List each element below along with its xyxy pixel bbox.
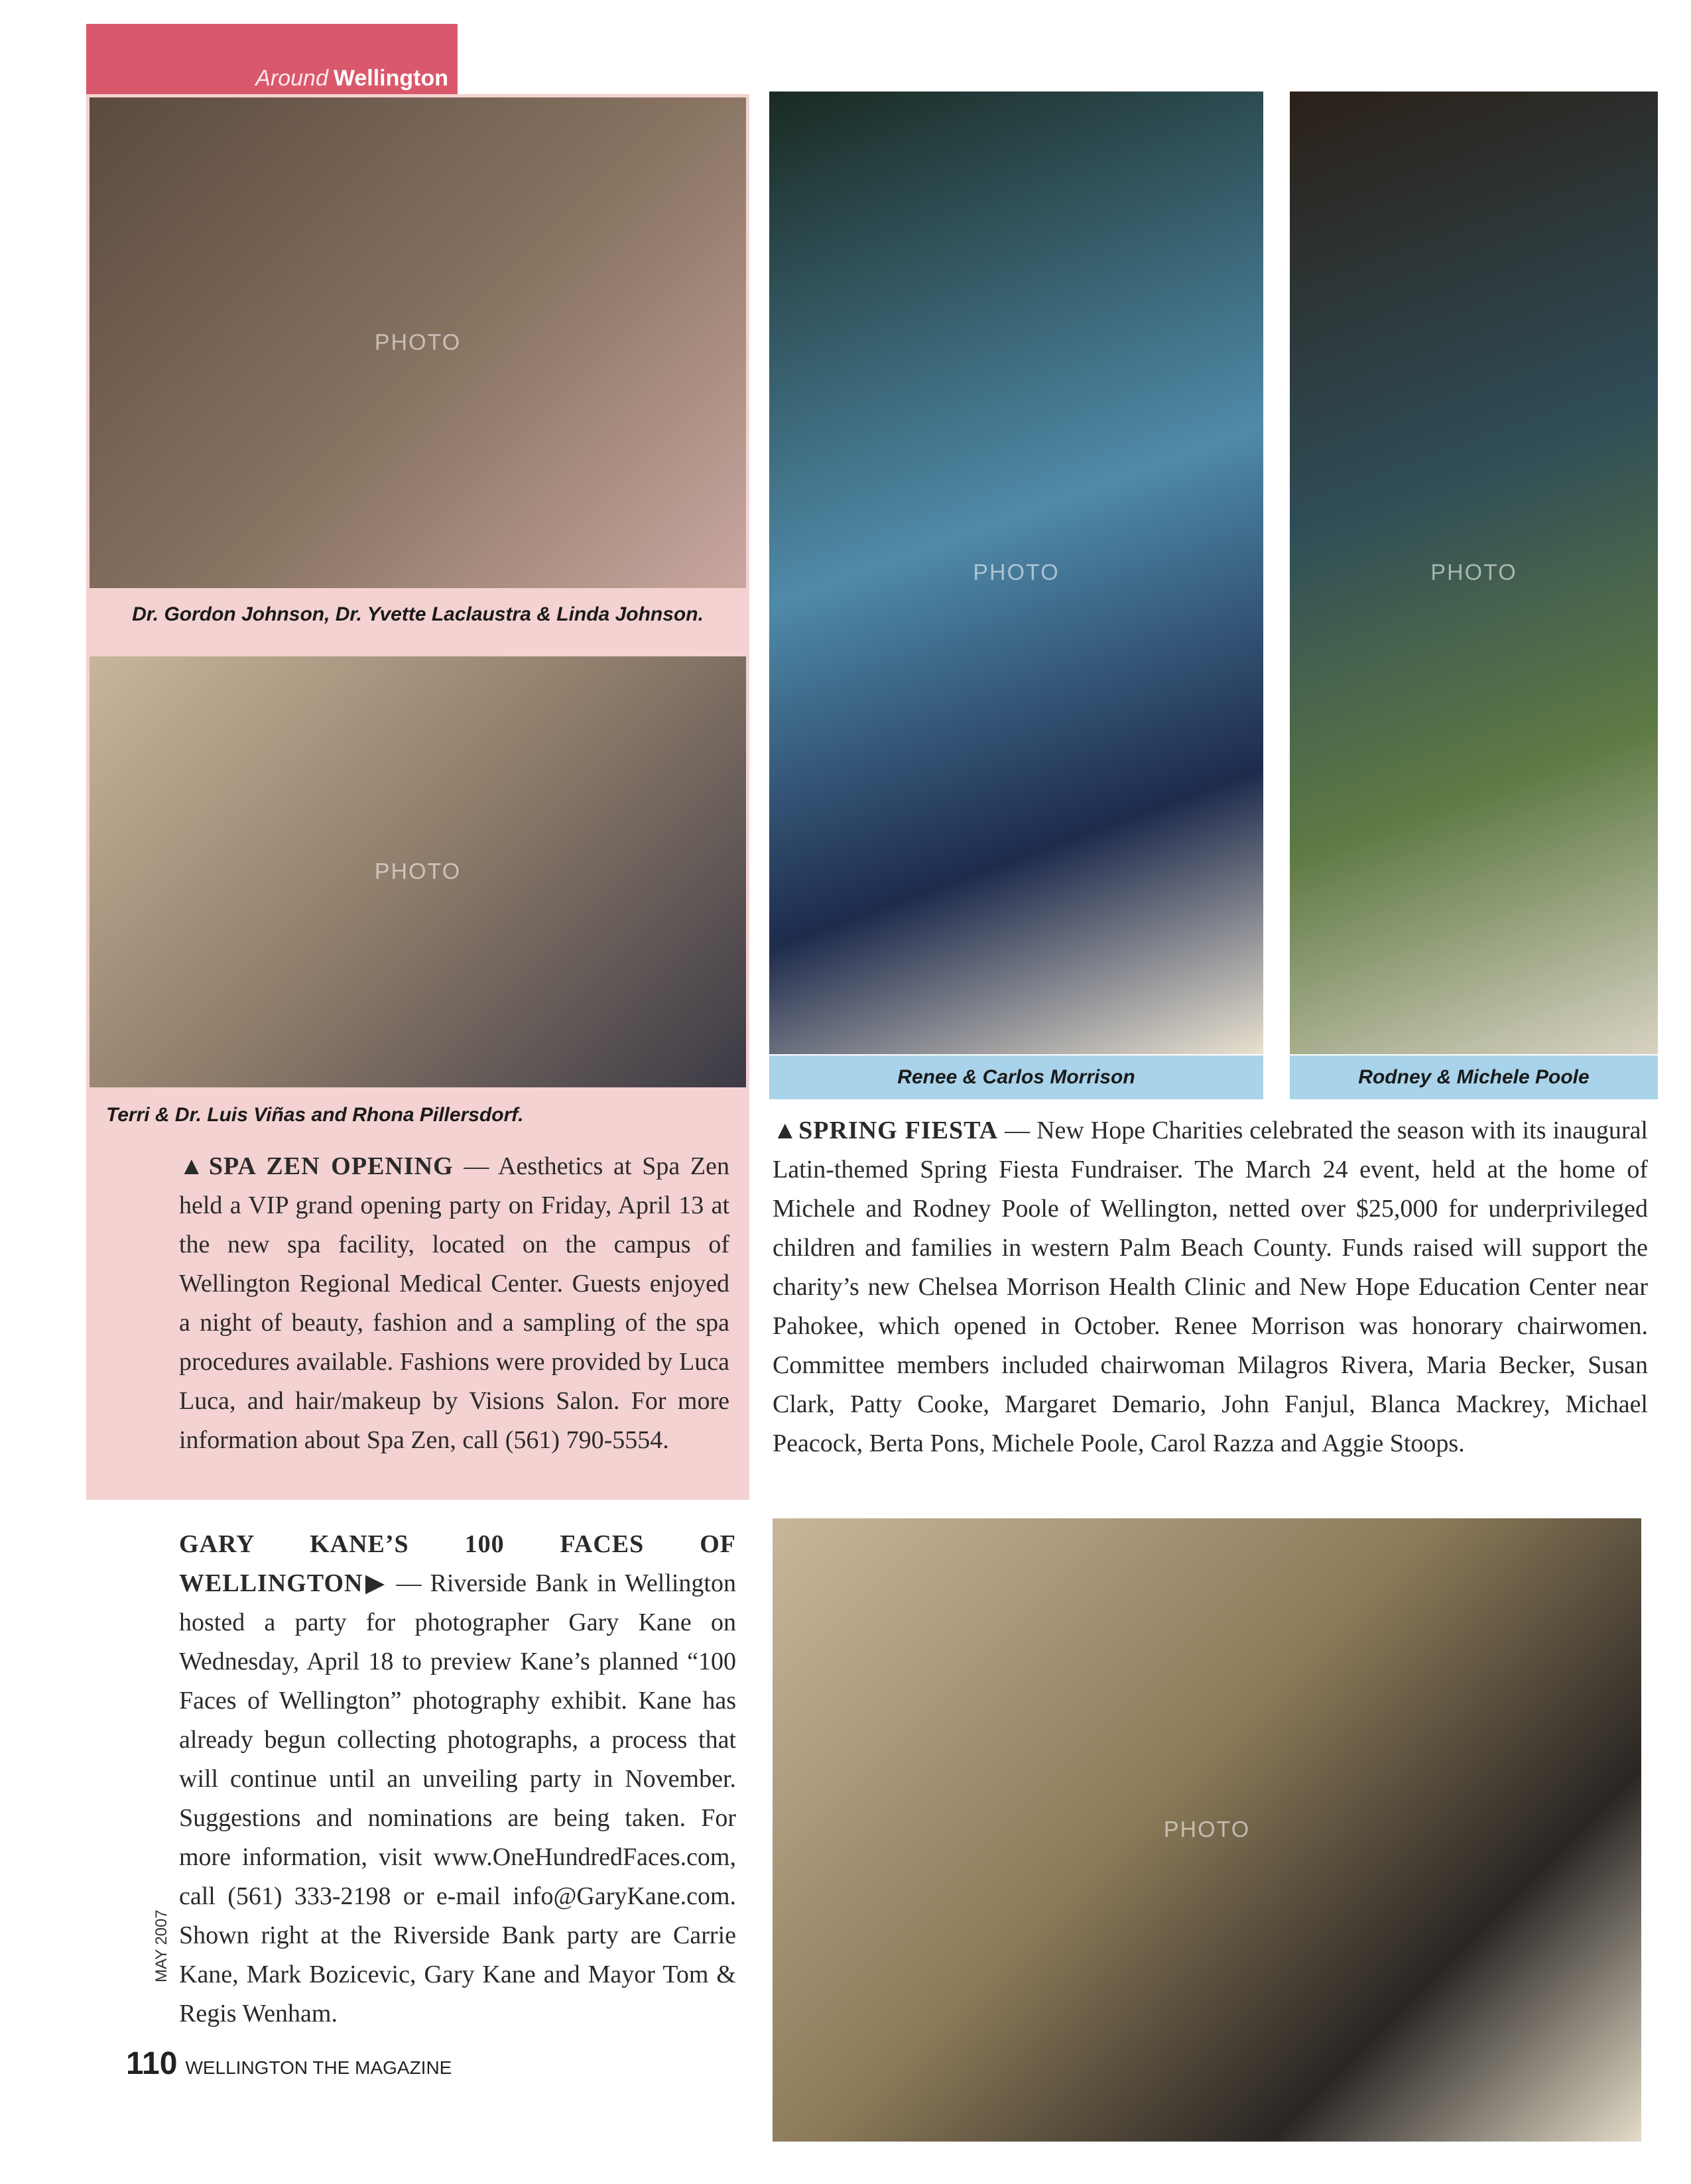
magazine-name: WELLINGTON THE MAGAZINE: [185, 2057, 452, 2078]
photo-placeholder-label: PHOTO: [1163, 1817, 1251, 1843]
article-spring-fiesta: [773, 1111, 1648, 1463]
article-gary-kane: [179, 1525, 736, 2033]
article-gary-kane-text: — Riverside Bank in Wellington hosted a party for photographer Gary Kane on Wednesday, April 18 to preview Kane’s planned “100 Faces of Wellington” photography exhibit. Kane has already begun collecting photographs, a process that will continue until an unveiling party in November. Suggestions and nominations are being taken. For more information, visit www.OneHundredFaces.com, call (561) 333-2198 or e-mail info@GaryKane.com. Shown right at the Riverside Bank party are Carrie Kane, Mark Bozicevic, Gary Kane and Mayor Tom & Regis Wenham.: [179, 1569, 736, 2028]
article-spring-fiesta-headline: ▲SPRING FIESTA: [773, 1117, 999, 1144]
caption-morrison: Renee & Carlos Morrison: [769, 1056, 1263, 1099]
photo-placeholder-label: PHOTO: [374, 330, 462, 355]
photo-morrison: [769, 91, 1263, 1054]
photo-placeholder-label: PHOTO: [1430, 560, 1517, 585]
issue-date: MAY 2007: [153, 1910, 170, 1982]
article-spa-zen-headline: ▲SPA ZEN OPENING: [179, 1152, 454, 1180]
article-spring-fiesta-text: — New Hope Charities celebrated the season with its inaugural Latin-themed Spring Fiesta Fundraiser. The March 24 event, held at the home of Michele and Rodney Poole of Wellington, netted over $25,000 for underprivileged children and families in western Palm Beach County. Funds raised will support the charity’s new Chelsea Morrison Health Clinic and New Hope Education Center near Pahokee, which opened in October. Renee Morrison was honorary chairwomen. Committee members included chairwoman Milagros Rivera, Maria Becker, Susan Clark, Patty Cooke, Margaret Demario, John Fanjul, Blanca Mackrey, Michael Peacock, Berta Pons, Michele Poole, Carol Razza and Aggie Stoops.: [773, 1117, 1648, 1457]
photo-placeholder-label: PHOTO: [973, 560, 1060, 585]
section-header-light: Around: [255, 66, 328, 91]
page-number: 110: [126, 2046, 178, 2081]
photo-vinas-group: [90, 656, 746, 1087]
page-footer: [126, 2045, 452, 2082]
section-header: [86, 24, 458, 94]
article-spa-zen-text: — Aesthetics at Spa Zen held a VIP grand opening party on Friday, April 13 at the new spa facility, located on the campus of Wellington Regional Medical Center. Guests enjoyed a night of beauty, fashion and a sampling of the spa procedures available. Fashions were provided by Luca Luca, and hair/makeup by Visions Salon. For more information about Spa Zen, call (561) 790-5554.: [179, 1152, 729, 1454]
section-header-bold: Wellington: [333, 66, 448, 91]
caption-poole: Rodney & Michele Poole: [1290, 1056, 1658, 1099]
caption-vinas-group: Terri & Dr. Luis Viñas and Rhona Pillersdorf.: [106, 1104, 524, 1126]
article-spa-zen: [179, 1147, 729, 1460]
photo-placeholder-label: PHOTO: [374, 859, 462, 884]
photo-johnson-group: [90, 97, 746, 588]
caption-johnson-group: Dr. Gordon Johnson, Dr. Yvette Laclaustra & Linda Johnson.: [132, 603, 704, 625]
photo-riverside-party: [773, 1518, 1641, 2142]
photo-poole: [1290, 91, 1658, 1054]
article-gary-kane-headline: GARY KANE’S 100 FACES OF WELLINGTON▶: [179, 1530, 736, 1597]
